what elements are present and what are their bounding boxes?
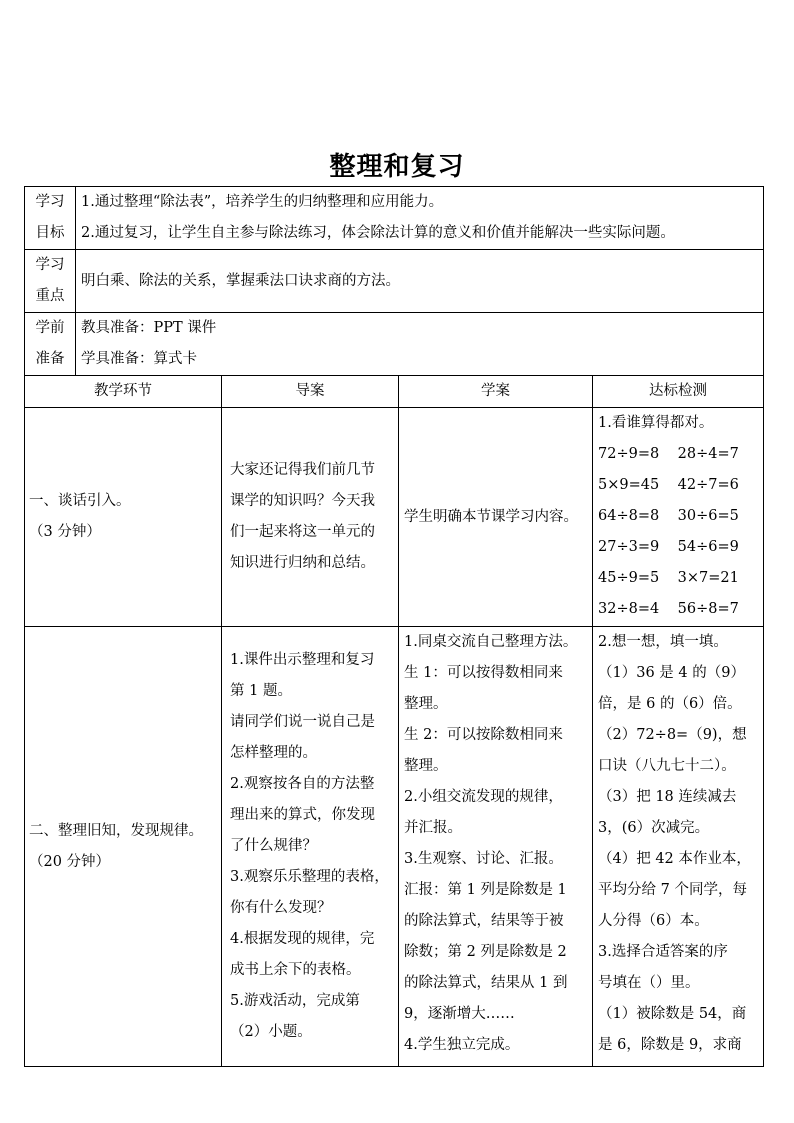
study-cell: 学生明确本节课学习内容。 <box>399 408 593 627</box>
prep-content <box>76 313 764 376</box>
column-header-row <box>25 376 764 408</box>
table-row <box>25 627 764 1067</box>
stage-cell: 一、谈话引入。 （3 分钟） <box>25 408 222 627</box>
objectives-row <box>25 187 764 250</box>
focus-content: 明白乘、除法的关系，掌握乘法口诀求商的方法。 <box>76 250 764 313</box>
study-cell: 1.同桌交流自己整理方法。 生 1：可以按得数相同来 整理。 生 2：可以按除数相同来 整理。 2.小组交流发现的规律， 并汇报。 3.生观察、讨论、汇报。 汇报：第 1 列是除数是 1 的除法算式，结果等于被 除数；第 2 列是除数是 2 的除法算式，结果从 1 到 9，逐渐增大…… 4.学生独立完成。 <box>399 627 593 1067</box>
objective-item: 1.通过整理“除法表”，培养学生的归纳整理和应用能力。 <box>81 194 444 210</box>
objectives-content <box>76 187 764 250</box>
lesson-plan-table <box>24 186 764 1067</box>
guide-cell: 大家还记得我们前几节 课学的知识吗？今天我 们一起来将这一单元的 知识进行归纳和总结。 <box>222 408 399 627</box>
objectives-label: 学习 目标 <box>25 187 76 250</box>
column-header-guide: 导案 <box>222 376 399 408</box>
guide-cell: 1.课件出示整理和复习 第 1 题。 请同学们说一说自己是 怎样整理的。 2.观察按各自的方法整 理出来的算式，你发现 了什么规律？ 3.观察乐乐整理的表格， 你有什么发现？ 4.根据发现的规律，完 成书上余下的表格。 5.游戏活动，完成第 （2）小题。 <box>222 627 399 1067</box>
prep-row <box>25 313 764 376</box>
objective-item: 2.通过复习，让学生自主参与除法练习，体会除法计算的意义和价值并能解决一些实际问题。 <box>81 225 675 241</box>
focus-row <box>25 250 764 313</box>
table-row <box>25 408 764 627</box>
focus-label: 学习 重点 <box>25 250 76 313</box>
column-header-study: 学案 <box>399 376 593 408</box>
prep-label: 学前 准备 <box>25 313 76 376</box>
prep-item: 学具准备：算式卡 <box>81 351 197 367</box>
prep-item: 教具准备：PPT 课件 <box>81 320 217 336</box>
page-title: 整理和复习 <box>329 152 465 182</box>
stage-cell: 二、整理旧知，发现规律。 （20 分钟） <box>25 627 222 1067</box>
check-cell: 2.想一想，填一填。 （1）36 是 4 的（9） 倍，是 6 的（6）倍。 （2）72÷8=（9)，想 口诀（八九七十二）。 （3）把 18 连续减去 3，(6）次减完。 （4）把 42 本作业本， 平均分给 7 个同学，每 人分得（6）本。 3.选择合适答案的序 号填在（）里。 （1）被除数是 54，商 是 6，除数是 9，求商 <box>593 627 764 1067</box>
check-cell: 1.看谁算得都对。 72÷9=8 28÷4=7 5×9=45 42÷7=6 64÷8=8 30÷6=5 27÷3=9 54÷6=9 45÷9=5 3×7=21 32÷8=4 56÷8=7 <box>593 408 764 627</box>
column-header-check: 达标检测 <box>593 376 764 408</box>
column-header-stage: 教学环节 <box>25 376 222 408</box>
